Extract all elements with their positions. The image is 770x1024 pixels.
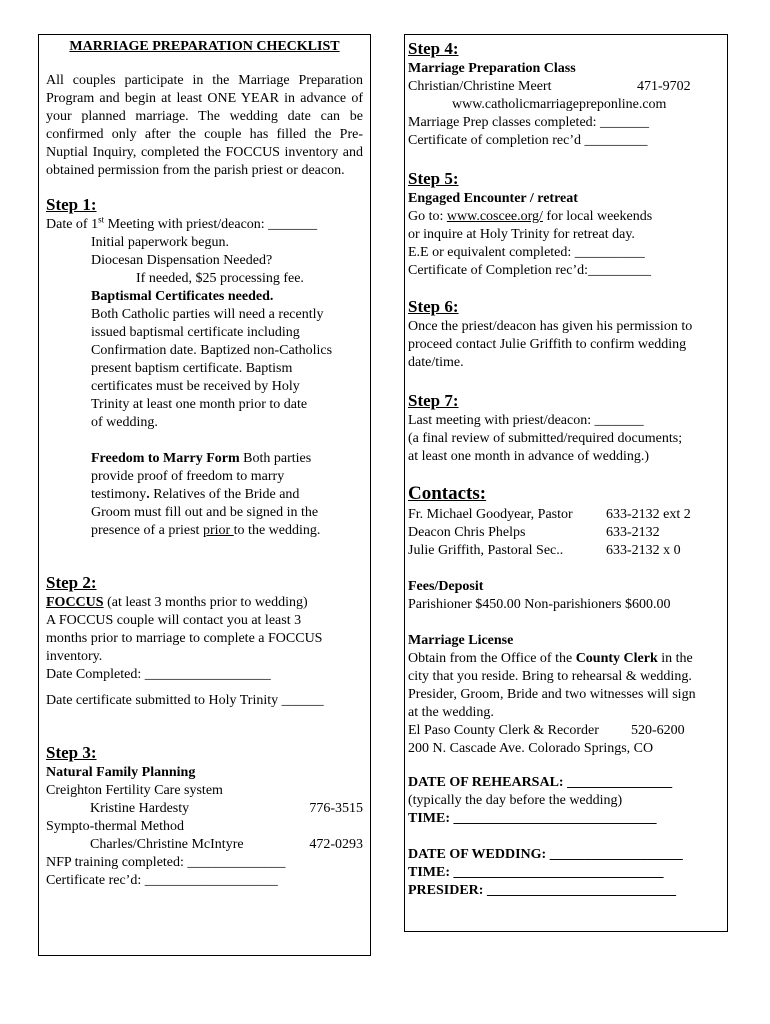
step2-date-completed: Date Completed: __________________ xyxy=(46,667,271,682)
license-line: city that you reside. Bring to rehearsal & wedding. xyxy=(408,669,692,684)
step4-heading: Step 4: xyxy=(408,39,459,58)
step3-subheading: Natural Family Planning xyxy=(46,765,196,780)
step6-line: date/time. xyxy=(408,355,464,370)
county-clerk-address: 200 N. Cascade Ave. Colorado Springs, CO xyxy=(408,741,654,756)
step5-cert: Certificate of Completion rec’d:_________ xyxy=(408,263,651,278)
county-clerk: El Paso County Clerk & Recorder 520-6200 xyxy=(408,723,685,738)
license-heading: Marriage License xyxy=(408,633,514,648)
wedding-date: DATE OF WEDDING: ___________________ xyxy=(408,847,683,862)
freedom-to-marry-line: Groom must fill out and be signed in the xyxy=(91,505,319,520)
contacts-heading: Contacts: xyxy=(408,483,487,504)
wedding-presider: PRESIDER: ___________________________ xyxy=(408,883,676,898)
baptismal-line: Both Catholic parties will need a recently xyxy=(91,307,324,322)
coscee-link[interactable]: www.coscee.org/ xyxy=(446,209,543,224)
freedom-to-marry-line: provide proof of freedom to marry xyxy=(91,469,285,484)
page-title: MARRIAGE PREPARATION CHECKLIST xyxy=(69,39,340,54)
step6-line: proceed contact Julie Griffith to confirm wedding xyxy=(408,337,687,352)
fees-heading: Fees/Deposit xyxy=(408,579,484,594)
step5-heading: Step 5: xyxy=(408,169,459,188)
baptismal-line: present baptism certificate. Baptism xyxy=(91,361,293,376)
step3-contact: Kristine Hardesty 776-3515 xyxy=(90,801,363,816)
step3-creighton: Creighton Fertility Care system xyxy=(46,783,223,798)
contact-row: Fr. Michael Goodyear, Pastor 633-2132 ext 2 xyxy=(408,507,691,522)
checklist-left-panel xyxy=(38,34,371,956)
step3-sympto: Sympto-thermal Method xyxy=(46,819,185,834)
step2-foccus: FOCCUS (at least 3 months prior to wedding) xyxy=(46,595,308,610)
step3-cert: Certificate rec’d: ___________________ xyxy=(46,873,278,888)
license-line: Obtain from the Office of the County Clerk in the xyxy=(408,651,693,666)
contact-row: Deacon Chris Phelps 633-2132 xyxy=(408,525,660,540)
step3-heading: Step 3: xyxy=(46,743,97,762)
intro-paragraph: All couples participate in the Marriage Preparation Program and begin at least ONE YEAR in advance of your planned marriage. The wedding date can be confirmed only after the couple has filled the Pre-Nuptial Inquiry, completed the FOCCUS inventory and obtained permission from the parish priest or deacon. xyxy=(46,73,363,178)
step7-line: Last meeting with priest/deacon: _______ xyxy=(408,413,644,428)
baptismal-line: certificates must be received by Holy xyxy=(91,379,300,394)
step4-subheading: Marriage Preparation Class xyxy=(408,61,576,76)
baptismal-heading: Baptismal Certificates needed. xyxy=(91,289,274,304)
fees-text: Parishioner $450.00 Non-parishioners $600.00 xyxy=(408,597,671,612)
step1-dispensation: Diocesan Dispensation Needed? xyxy=(91,253,273,268)
freedom-to-marry-line: testimony. Relatives of the Bride and xyxy=(91,487,300,502)
baptismal-line: issued baptismal certificate including xyxy=(91,325,300,340)
step6-line: Once the priest/deacon has given his permission to xyxy=(408,319,693,334)
step5-inquire: or inquire at Holy Trinity for retreat day. xyxy=(408,227,635,242)
step1-paperwork: Initial paperwork begun. xyxy=(91,235,230,250)
step5-ee-completed: E.E or equivalent completed: __________ xyxy=(408,245,645,260)
contact-row: Julie Griffith, Pastoral Sec.. 633-2132 x 0 xyxy=(408,543,681,558)
step6-heading: Step 6: xyxy=(408,297,459,316)
step7-line: (a final review of submitted/required documents; xyxy=(408,431,683,446)
step2-line: inventory. xyxy=(46,649,103,664)
step5-subheading: Engaged Encounter / retreat xyxy=(408,191,578,206)
baptismal-line: of wedding. xyxy=(91,415,158,430)
baptismal-line: Confirmation date. Baptized non-Catholics xyxy=(91,343,333,358)
step3-contact: Charles/Christine McIntyre 472-0293 xyxy=(90,837,363,852)
rehearsal-date: DATE OF REHEARSAL: _______________ xyxy=(408,775,673,790)
step1-first-meeting: Date of 1st Meeting with priest/deacon: _______ xyxy=(46,214,318,232)
step2-heading: Step 2: xyxy=(46,573,97,592)
license-line: at the wedding. xyxy=(408,705,494,720)
step1-heading: Step 1: xyxy=(46,195,97,214)
rehearsal-note: (typically the day before the wedding) xyxy=(408,793,623,808)
step7-line: at least one month in advance of wedding.) xyxy=(408,449,650,464)
step4-cert: Certificate of completion rec’d _________ xyxy=(408,133,648,148)
step1-fee: If needed, $25 processing fee. xyxy=(136,271,304,286)
license-line: Presider, Groom, Bride and two witnesses will sign xyxy=(408,687,696,702)
step4-url: www.catholicmarriagepreponline.com xyxy=(452,97,667,112)
step4-contact: Christian/Christine Meert 471-9702 xyxy=(408,79,691,94)
freedom-to-marry-line: Freedom to Marry Form Both parties xyxy=(91,451,312,466)
step2-line: A FOCCUS couple will contact you at least 3 xyxy=(46,613,302,628)
step2-line: months prior to marriage to complete a FOCCUS xyxy=(46,631,323,646)
rehearsal-time: TIME: _____________________________ xyxy=(408,811,657,826)
step4-classes: Marriage Prep classes completed: _______ xyxy=(408,115,650,130)
checklist-right-panel xyxy=(404,34,728,932)
baptismal-line: Trinity at least one month prior to date xyxy=(91,397,308,412)
step2-cert-submitted: Date certificate submitted to Holy Trinity ______ xyxy=(46,693,324,708)
step5-goto: Go to: www.coscee.org/ for local weekends xyxy=(408,209,653,224)
step3-training: NFP training completed: ______________ xyxy=(46,855,286,870)
step7-heading: Step 7: xyxy=(408,391,459,410)
wedding-time: TIME: ______________________________ xyxy=(408,865,664,880)
freedom-to-marry-line: presence of a priest prior to the wedding. xyxy=(91,523,321,538)
